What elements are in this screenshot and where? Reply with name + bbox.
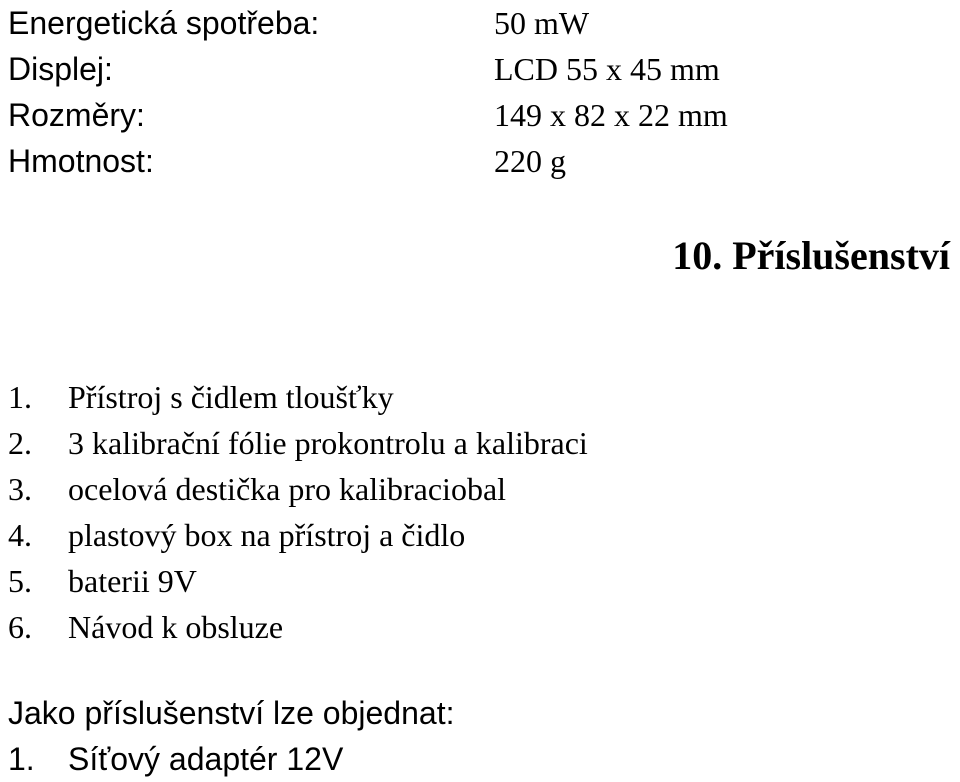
spec-row-weight <box>8 138 948 184</box>
spec-value: 149 x 82 x 22 mm <box>494 97 728 133</box>
list-item-number: 6. <box>8 609 32 645</box>
list-item-text: baterii 9V <box>68 563 197 599</box>
list-item-number: 1. <box>8 741 35 777</box>
spec-label: Displej: <box>8 51 113 87</box>
optional-accessories-heading: Jako příslušenství lze objednat: <box>8 695 455 731</box>
spec-value: LCD 55 x 45 mm <box>494 51 720 87</box>
spec-label: Hmotnost: <box>8 143 154 179</box>
list-item-text: Síťový adaptér 12V <box>68 741 344 777</box>
list-item-number: 4. <box>8 517 32 553</box>
list-item-number: 5. <box>8 563 32 599</box>
list-item-text: plastový box na přístroj a čidlo <box>68 517 466 553</box>
list-item <box>8 374 948 420</box>
list-item-number: 1. <box>8 379 32 415</box>
spec-row-power <box>8 0 948 46</box>
section-heading: 10. Příslušenství <box>672 233 950 278</box>
optional-accessories <box>8 690 948 782</box>
list-item <box>8 604 948 650</box>
list-item-text: 3 kalibrační fólie prokontrolu a kalibraci <box>68 425 588 461</box>
spec-row-display <box>8 46 948 92</box>
list-item-text: Přístroj s čidlem tloušťky <box>68 379 394 415</box>
list-item-text: ocelová destička pro kalibraciobal <box>68 471 507 507</box>
accessories-list <box>8 374 948 650</box>
list-item-number: 3. <box>8 471 32 507</box>
list-item-text: Návod k obsluze <box>68 609 284 645</box>
list-item <box>8 512 948 558</box>
spec-value: 220 g <box>494 143 566 179</box>
specifications-list <box>8 0 948 184</box>
list-item-number: 2. <box>8 425 32 461</box>
list-item <box>8 558 948 604</box>
spec-label: Energetická spotřeba: <box>8 5 320 41</box>
spec-value: 50 mW <box>494 5 590 41</box>
list-item <box>8 736 948 782</box>
list-item <box>8 420 948 466</box>
spec-label: Rozměry: <box>8 97 145 133</box>
spec-row-dimensions <box>8 92 948 138</box>
list-item <box>8 466 948 512</box>
